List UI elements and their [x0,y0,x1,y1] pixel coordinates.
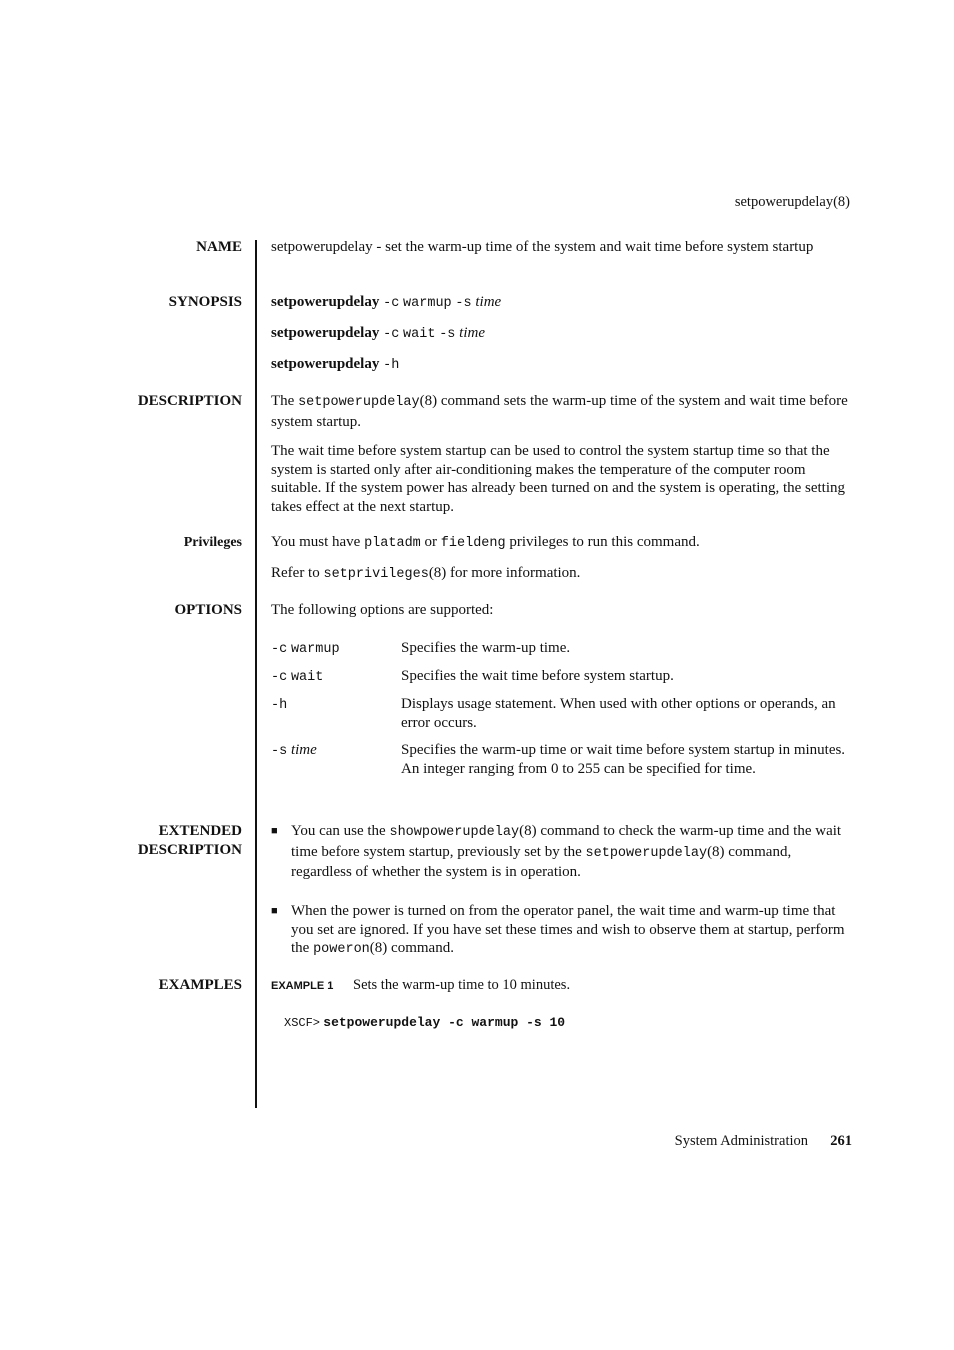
page-number: 261 [830,1133,852,1149]
synopsis-option: -c [383,296,400,311]
synopsis-command: setpowerupdelay [271,325,380,341]
shell-command: setpowerupdelay -c warmup -s 10 [323,1015,566,1030]
text-run: privileges to run this command. [505,534,700,550]
synopsis-label: SYNOPSIS [168,294,242,310]
section-rule [255,240,257,1108]
synopsis-command: setpowerupdelay [271,294,380,310]
shell-prompt: XSCF> [284,1016,321,1030]
name-text: setpowerupdelay - set the warm-up time of the system and wait time before system startup [271,239,814,255]
text-run: You must have [271,534,365,550]
options-intro: The following options are supported: [271,602,494,618]
option-argument: time [290,742,317,758]
text-run: Refer to [271,565,324,581]
label-line: DESCRIPTION [137,842,242,858]
option-description: Displays usage statement. When used with other options or operands, an error occurs. [401,696,836,731]
option-argument: wait [290,670,324,685]
description-label: DESCRIPTION [137,393,242,409]
bullet-icon: ■ [271,905,278,917]
label-line: EXTENDED [158,823,242,839]
bullet-icon: ■ [271,825,278,837]
text-run: (8) for more information. [428,565,581,581]
option-argument: warmup [290,642,340,657]
option-description: Specifies the wait time before system startup. [401,668,674,684]
extended-description-label [138,822,242,860]
option-switch: -s [271,744,288,759]
synopsis-line [271,355,399,375]
command-name: poweron [313,942,370,957]
examples-label: EXAMPLES [158,977,242,993]
option-flag [271,639,340,660]
privileges-reference [271,564,853,585]
description-paragraph: The wait time before system startup can be used to control the system startup time so that the system is started only after air-conditioning makes the temperature of the computer room suitable. If the system power has already been turned on and the system is operating, the setting takes effect at the next startup. [271,443,846,515]
text-run: (8) command sets the warm-up time of the system and wait time before system startup. [271,393,848,430]
privilege-name: platadm [364,536,421,551]
option-flag [271,741,317,762]
privileges-label: Privileges [183,535,242,550]
footer-title: System Administration [674,1133,808,1149]
text-run: or [420,534,441,550]
description-paragraph [271,392,853,431]
synopsis-option: -h [383,358,400,373]
synopsis-line [271,293,501,313]
example-caption: Sets the warm-up time to 10 minutes. [353,977,571,993]
options-label: OPTIONS [174,602,242,618]
text-run: You can use the [291,823,390,839]
privileges-paragraph [271,533,853,554]
privilege-name: fieldeng [440,536,506,551]
option-description: Specifies the warm-up time or wait time before system startup in minutes. An integer ranging from 0 to 255 can be specified for time. [401,742,846,777]
synopsis-option: -s [439,327,456,342]
bullet-item [291,822,853,882]
synopsis-option: -s [455,296,472,311]
name-label: NAME [196,239,242,255]
code-example [284,1013,565,1032]
command-name: setprivileges [323,567,429,582]
text-run: The [271,393,299,409]
synopsis-line [271,324,485,344]
synopsis-argument: time [459,325,485,341]
command-name: setpowerupdelay [298,395,420,410]
option-flag [271,695,287,716]
synopsis-argument: warmup [403,296,452,311]
option-switch: -c [271,642,288,657]
example-number: EXAMPLE 1 [271,980,334,992]
synopsis-argument: time [475,294,502,310]
text-run: (8) command. [369,940,454,956]
command-name: showpowerupdelay [389,825,520,840]
synopsis-command: setpowerupdelay [271,356,380,372]
option-flag [271,667,323,688]
command-name: setpowerupdelay [585,845,708,861]
text-run: When the power is turned on from the operator panel, the wait time and warm-up time that you set are ignored. If you have set these times and wish to observe them at startup, perform the [291,903,845,956]
option-switch: -c [271,670,288,685]
synopsis-argument: wait [403,327,436,342]
option-description: Specifies the warm-up time. [401,640,571,656]
text-run: (8) command, regardless of whether the system is in operation. [291,843,792,880]
text-run: (8) command to check the warm-up time and the wait time before system startup, previously set by the [291,823,842,860]
option-switch: -h [271,698,288,713]
synopsis-option: -c [383,327,400,342]
bullet-item [291,902,853,960]
running-header: setpowerupdelay(8) [734,194,850,210]
